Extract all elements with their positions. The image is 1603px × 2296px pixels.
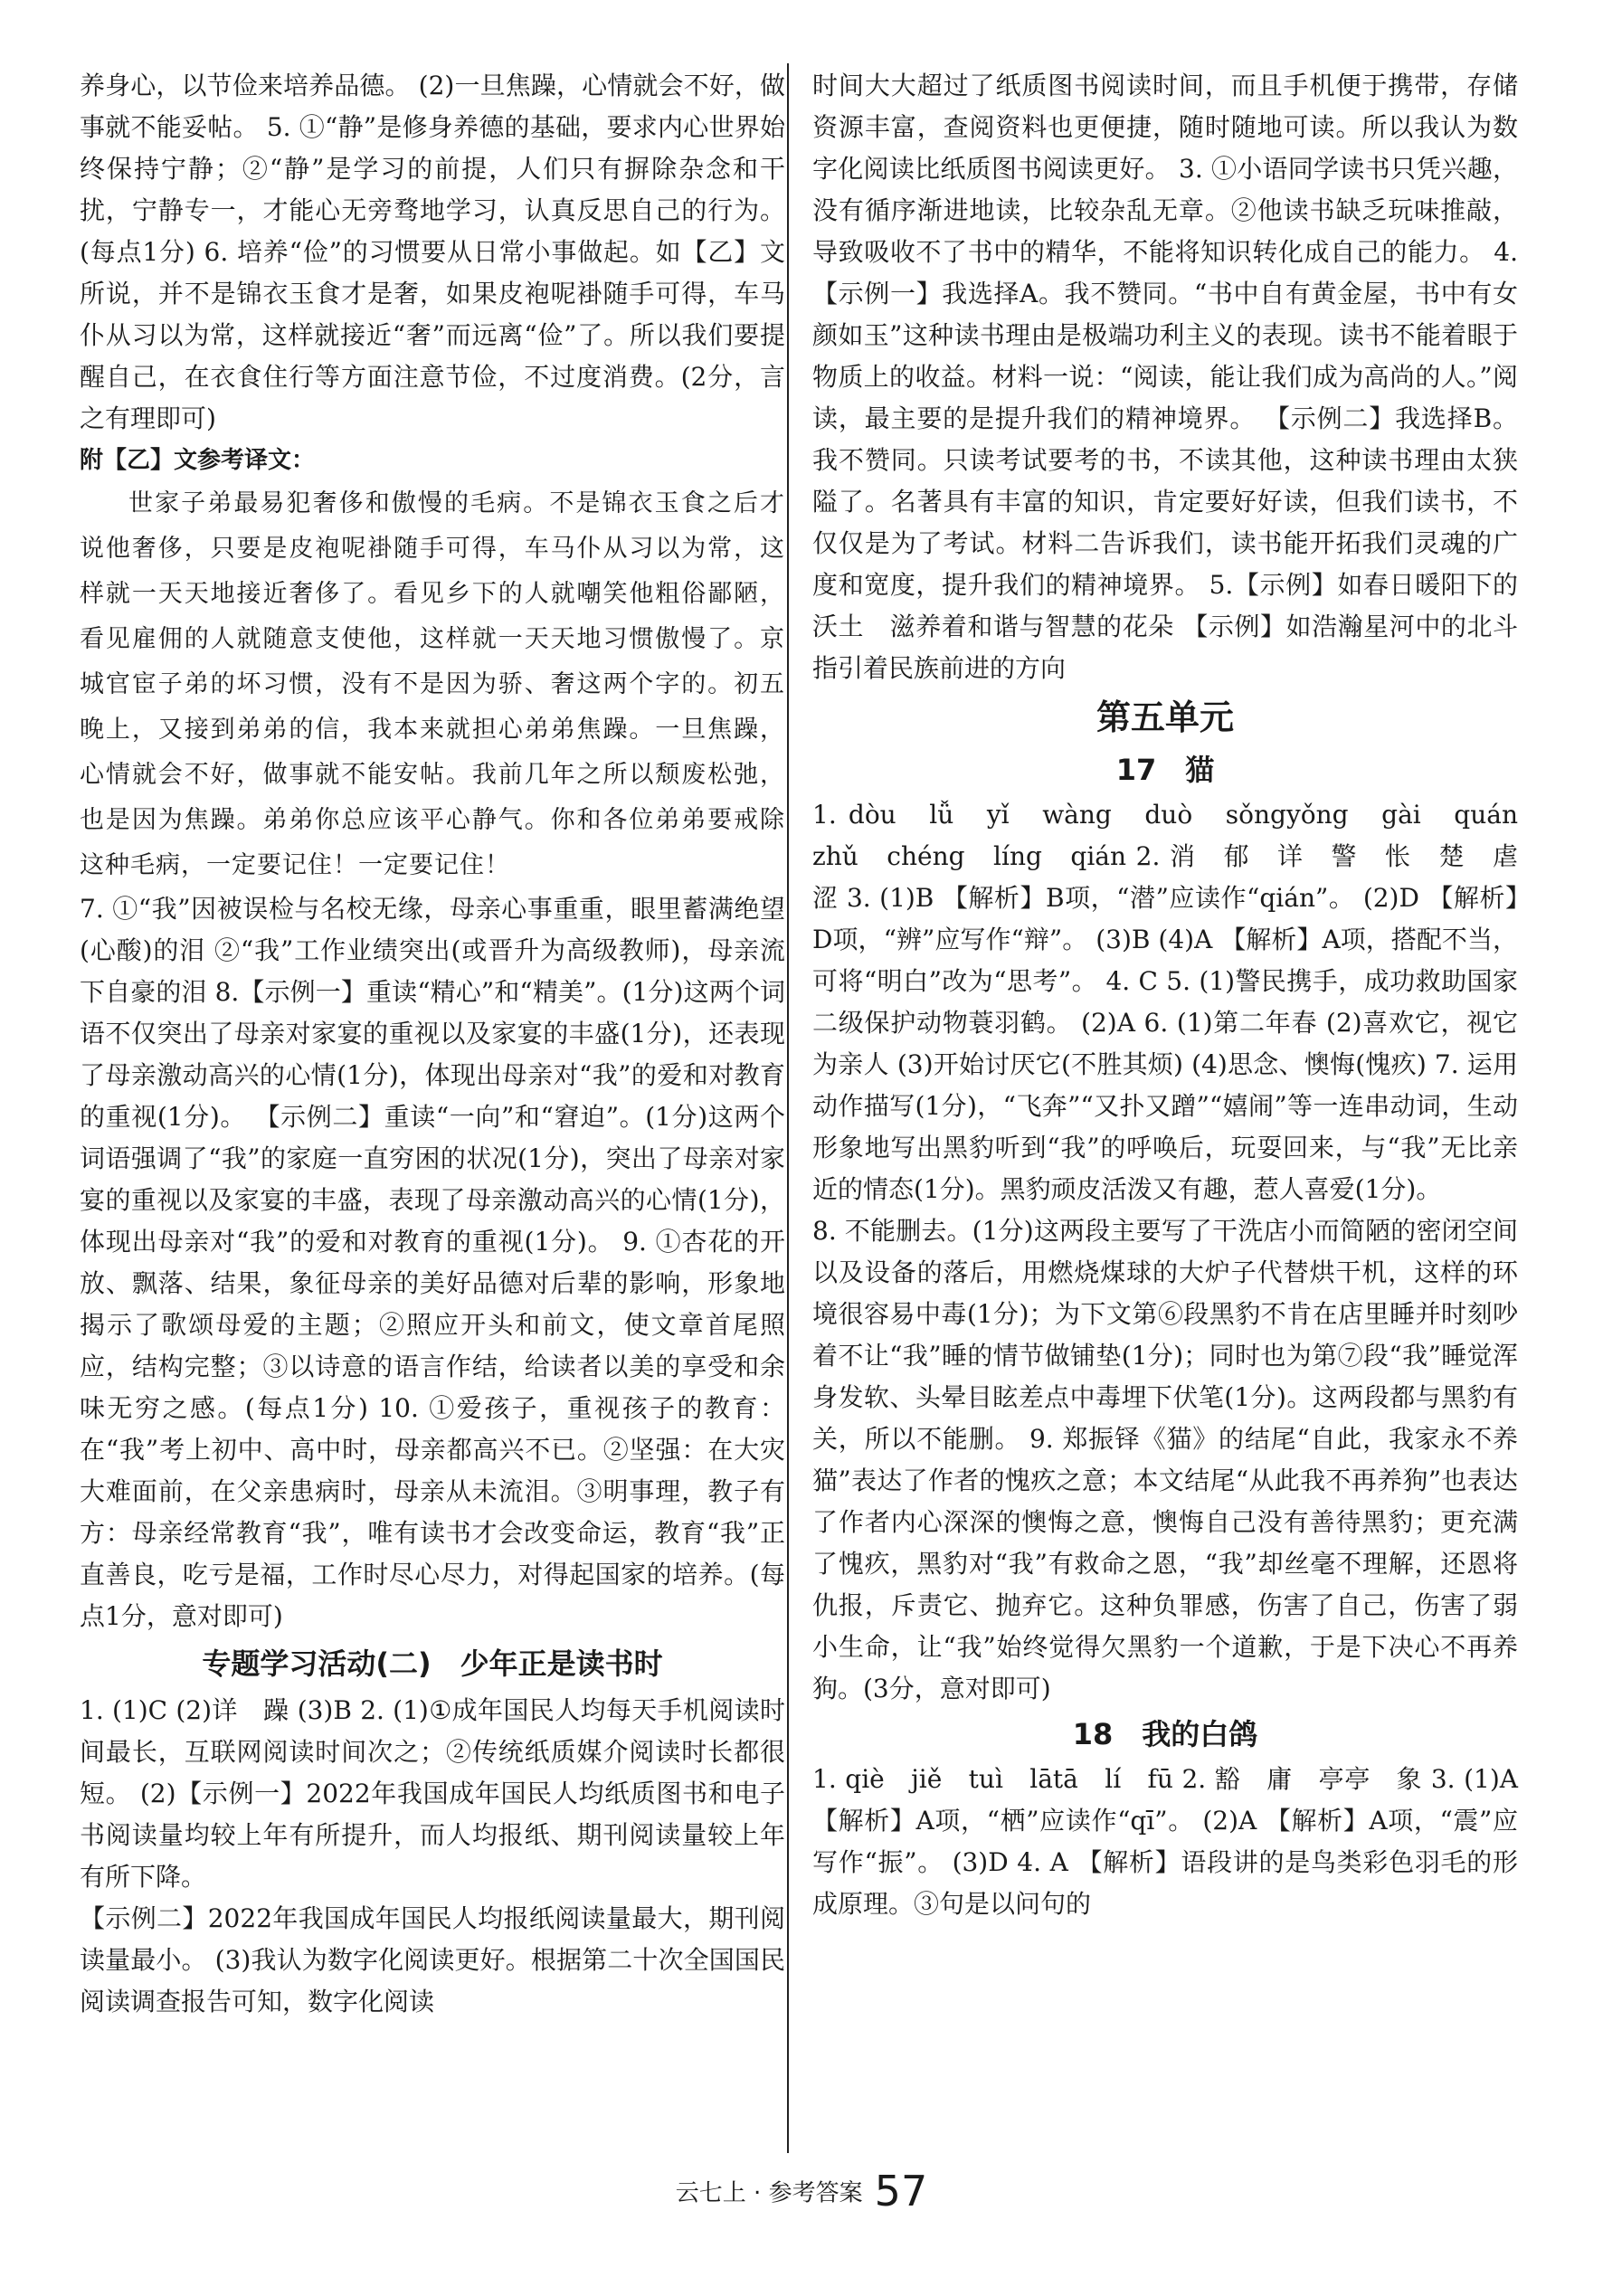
lesson-17-text-2: 8. 不能删去。(1分)这两段主要写了干洗店小而简陋的密闭空间以及设备的落后，用燃烧煤球的大炉子代替烘干机，这样的环境很容易中毒(1分)；为下文第⑥段黑豹不肯在店里睡并时刻吵着不让“我”睡的情节做铺垫(1分)；同时也为第⑦段“我”睡觉浑身发软、头晕目眩差点中毒埋下伏笔(1分)。这两段都与黑豹有关，所以不能删。 9. 郑振铎《猫》的结尾“自此，我家永不养猫”表达了作者的愧疚之意；本文结尾“从此我不再养狗”也表达了作者内心深深的懊悔之意，懊悔自己没有善待黑豹；更充满了愧疚，黑豹对“我”有救命之恩，“我”却丝毫不理解，还恩将仇报，斥责它、抛弃它。这种负罪感，伤害了自己，伤害了弱小生命，让“我”始终觉得欠黑豹一个道歉，于是下决心不再养狗。(3分，意对即可) bbox=[812, 1216, 1518, 1703]
footer-label: 云七上 · 参考答案 bbox=[675, 2179, 863, 2207]
page-number: 57 bbox=[874, 2167, 928, 2215]
page-footer bbox=[0, 2167, 1603, 2215]
translation-text: 世家子弟最易犯奢侈和傲慢的毛病。不是锦衣玉食之后才说他奢侈，只要是皮袍呢褂随手可得，车马仆从习以为常，这样就一天天地接近奢侈了。看见乡下的人就嘲笑他粗俗鄙陋，看见雇佣的人就随意支使他，这样就一天天地习惯傲慢了。京城官宦子弟的坏习惯，没有不是因为骄、奢这两个字的。初五晚上，又接到弟弟的信，我本来就担心弟弟焦躁。一旦焦躁，心情就会不好，做事就不能安帖。我前几年之所以颓废松弛，也是因为焦躁。弟弟你总应该平心静气。你和各位弟弟要戒除这种毛病，一定要记住！一定要记住！ bbox=[80, 489, 785, 879]
lesson-18-title: 18 我的白鸽 bbox=[1072, 1717, 1258, 1751]
left-paragraph-1: 养身心，以节俭来培养品德。 (2)一旦焦躁，心情就会不好，做事就不能妥帖。 5. ①“静”是修身养德的基础，要求内心世界始终保持宁静；②“静”是学习的前提，人们只有摒除杂念和干扰，宁静专一，才能心无旁骛地学习，认真反思自己的行为。(每点1分) 6. 培养“俭”的习惯要从日常小事做起。如【乙】文所说，并不是锦衣玉食才是奢，如果皮袍呢褂随手可得，车马仆从习以为常，这样就接近“奢”而远离“俭”了。所以我们要提醒自己，在衣食住行等方面注意节俭，不过度消费。(2分，言之有理即可) bbox=[80, 71, 785, 433]
lesson-18-text: 1. qiè jiě tuì lātā lí fū 2. 豁 庸 亭亭 象 3. (1)A 【解析】A项，“栖”应读作“qī”。 (2)A 【解析】A项，“震”应写作“振”。 (3)D 4. A 【解析】语段讲的是鸟类彩色羽毛的形成原理。③句是以问句的 bbox=[812, 1764, 1518, 1919]
unit-title: 第五单元 bbox=[1096, 697, 1234, 737]
right-paragraph-1: 时间大大超过了纸质图书阅读时间，而且手机便于携带，存储资源丰富，查阅资料也更便捷，随时随地可读。所以我认为数字化阅读比纸质图书阅读更好。 3. ①小语同学读书只凭兴趣，没有循序渐进地读，比较杂乱无章。②他读书缺乏玩味推敲，导致吸收不了书中的精华，不能将知识转化成自己的能力。 4.【示例一】我选择A。我不赞同。“书中自有黄金屋，书中有女颜如玉”这种读书理由是极端功利主义的表现。读书不能着眼于物质上的收益。材料一说：“阅读，能让我们成为高尚的人。”阅读，最主要的是提升我们的精神境界。 【示例二】我选择B。我不赞同。只读考试要考的书，不读其他，这种读书理由太狭隘了。名著具有丰富的知识，肯定要好好读，但我们读书，不仅仅是为了考试。材料二告诉我们，读书能开拓我们灵魂的广度和宽度，提升我们的精神境界。 5.【示例】如春日暖阳下的沃土 滋养着和谐与智慧的花朵 【示例】如浩瀚星河中的北斗 指引着民族前进的方向 bbox=[812, 71, 1544, 683]
left-paragraph-3: 1. (1)C (2)详 躁 (3)B 2. (1)①成年国民人均每天手机阅读时间最长，互联网阅读时间次之；②传统纸质媒介阅读时长都很短。 (2)【示例一】2022年我国成年国民人均纸质图书和电子书阅读量均较上年有所提升，而人均报纸、期刊阅读量较上年有所下降。 bbox=[80, 1695, 785, 1892]
right-column bbox=[812, 65, 1544, 1925]
translation-label: 附【乙】文参考译文： bbox=[80, 447, 316, 474]
lesson-17-text: 1. dòu lǚ yǐ wàng duò sǒngyǒng gài quán zhǔ chéng líng qián 2. 消 郁 详 警 怅 楚 虐 涩 3. (1)B 【解析】B项，“潜”应读作“qián”。 (2)D 【解析】D项，“辨”应写作“辩”。 (3)B (4)A 【解析】A项，搭配不当，可将“明白”改为“思考”。 4. C 5. (1)警民携手，成功救助国家二级保护动物蓑羽鹤。 (2)A 6. (1)第二年春 (2)喜欢它，视它为亲人 (3)开始讨厌它(不胜其烦) (4)思念、懊悔(愧疚) 7. 运用动作描写(1分)，“飞奔”“又扑又蹭”“嬉闹”等一连串动词，生动形象地写出黑豹听到“我”的呼唤后，玩耍回来，与“我”无比亲近的情态(1分)。黑豹顽皮活泼又有趣，惹人喜爱(1分)。 bbox=[812, 800, 1544, 1204]
column-divider bbox=[787, 63, 789, 2153]
left-paragraph-2: 7. ①“我”因被误检与名校无缘，母亲心事重重，眼里蓄满绝望(心酸)的泪 ②“我”工作业绩突出(或晋升为高级教师)，母亲流下自豪的泪 8.【示例一】重读“精心”和“精美”。(1分)这两个词语不仅突出了母亲对家宴的重视以及家宴的丰盛(1分)，还表现了母亲激动高兴的心情(1分)，体现出母亲对“我”的爱和对教育的重视(1分)。 【示例二】重读“一向”和“窘迫”。(1分)这两个词语强调了“我”的家庭一直穷困的状况(1分)，突出了母亲对家宴的重视以及家宴的丰盛，表现了母亲激动高兴的心情(1分)，体现出母亲对“我”的爱和对教育的重视(1分)。 9. ①杏花的开放、飘落、结果，象征母亲的美好品德对后辈的影响，形象地揭示了歌颂母爱的主题；②照应开头和前文，使文章首尾照应，结构完整；③以诗意的语言作结，给读者以美的享受和余味无穷之感。(每点1分) 10. ①爱孩子，重视孩子的教育：在“我”考上初中、高中时，母亲都高兴不已。②坚强：在大灾大难面前，在父亲患病时，母亲从未流泪。③明事理，教子有方：母亲经常教育“我”，唯有读书才会改变命运，教育“我”正直善良，吃亏是福，工作时尽心尽力，对得起国家的培养。(每点1分，意对即可) bbox=[80, 894, 785, 1631]
left-paragraph-4: 【示例二】2022年我国成年国民人均报纸阅读量最大，期刊阅读量最小。 (3)我认为数字化阅读更好。根据第二十次全国国民阅读调查报告可知，数字化阅读 bbox=[80, 1903, 785, 2016]
section-title: 专题学习活动(二) 少年正是读书时 bbox=[202, 1646, 663, 1681]
left-column bbox=[80, 65, 785, 2023]
lesson-17-title: 17 猫 bbox=[1115, 753, 1215, 787]
